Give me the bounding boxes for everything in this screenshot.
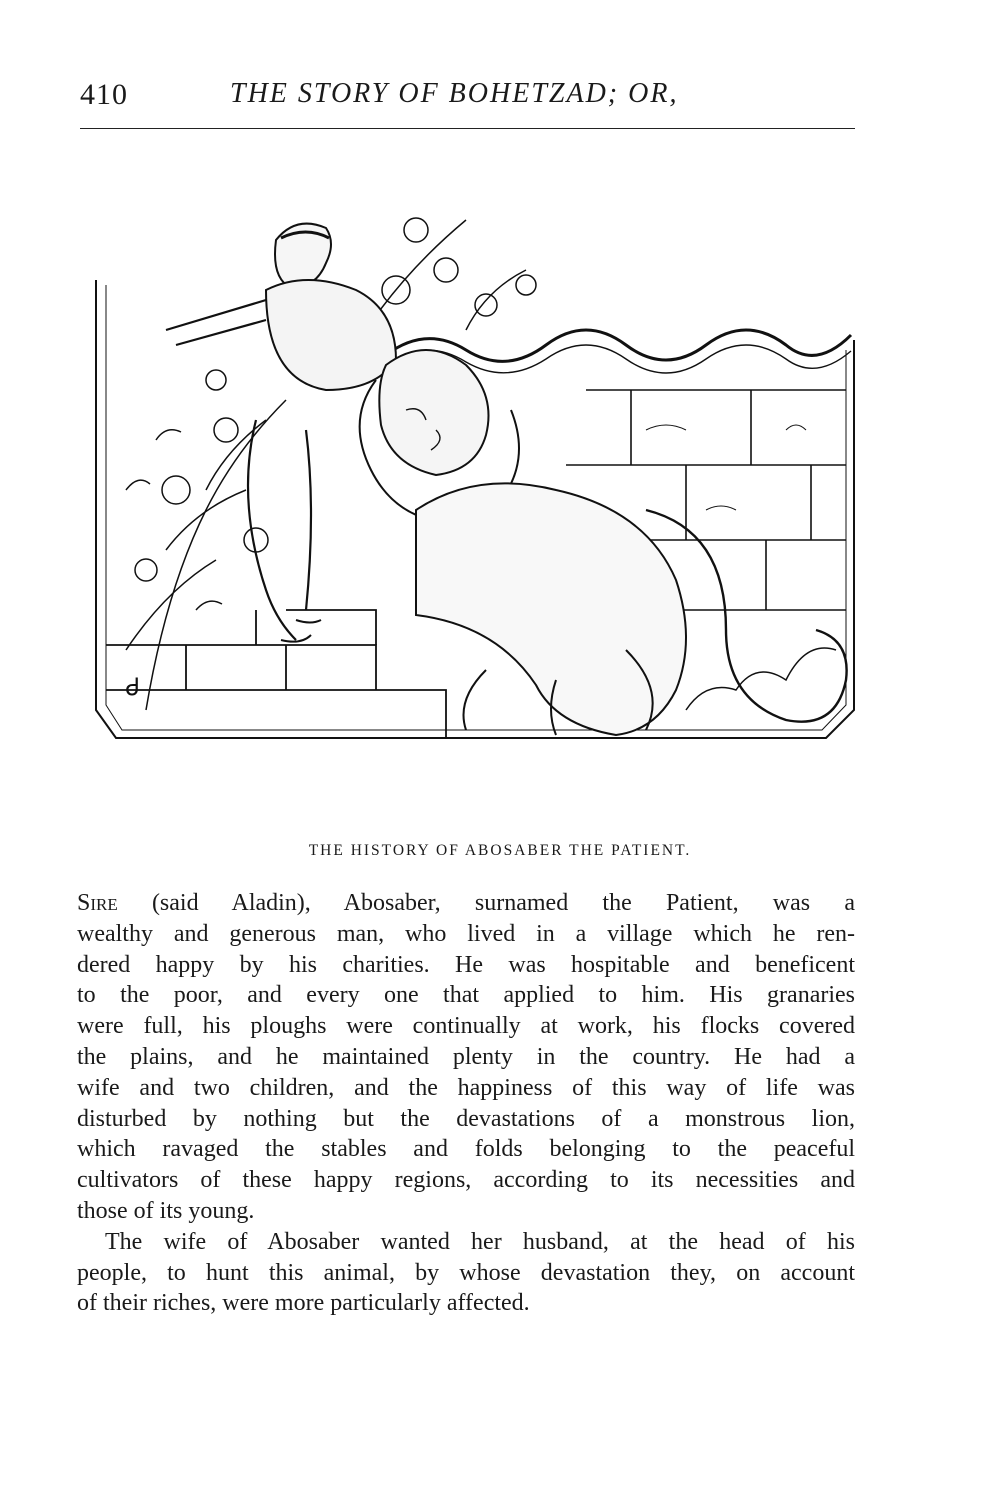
text-line: to the poor, and every one that applied to him. His granaries bbox=[77, 982, 855, 1009]
text-line: disturbed by nothing but the devastations of a monstrous lion, bbox=[77, 1105, 855, 1132]
text-line: The wife of Abosaber wanted her husband, at the head of his bbox=[105, 1228, 855, 1255]
header-rule bbox=[80, 128, 855, 129]
rose-bush-top bbox=[366, 218, 536, 330]
text-line: of their riches, were more particularly affected. bbox=[77, 1290, 530, 1317]
text-line: Sire (said Aladin), Abosaber, surnamed the Patient, was a bbox=[77, 890, 855, 916]
text-line: were full, his ploughs were continually at work, his flocks covered bbox=[77, 1013, 855, 1040]
body-text bbox=[77, 888, 855, 1319]
text-line: people, to hunt this animal, by whose devastation they, on account bbox=[77, 1259, 855, 1286]
text-line: wealthy and generous man, who lived in a village which he ren- bbox=[77, 920, 855, 947]
page-number: 410 bbox=[80, 78, 128, 111]
text-line: cultivators of these happy regions, according to its necessities and bbox=[77, 1167, 855, 1194]
text-line: wife and two children, and the happiness of this way of life was bbox=[77, 1074, 855, 1101]
leaf-flourish bbox=[686, 648, 836, 710]
running-title: THE STORY OF BOHETZAD; OR, bbox=[230, 78, 679, 109]
lion-figure bbox=[360, 350, 847, 735]
illustration-caption: THE HISTORY OF ABOSABER THE PATIENT. bbox=[308, 842, 692, 859]
text-line: dered happy by his charities. He was hospitable and beneficent bbox=[77, 951, 855, 978]
text-line: the plains, and he maintained plenty in the country. He had a bbox=[77, 1043, 855, 1070]
text-line: which ravaged the stables and folds belonging to the peaceful bbox=[77, 1136, 855, 1163]
illustration-man-and-lion bbox=[86, 190, 868, 780]
text-line: those of its young. bbox=[77, 1197, 255, 1224]
man-figure bbox=[166, 224, 396, 642]
artist-monogram: Ꮷ bbox=[126, 673, 140, 701]
drop-lead-word: Sire bbox=[77, 890, 118, 916]
stone-steps bbox=[106, 610, 446, 738]
rose-bush bbox=[126, 370, 286, 710]
running-header bbox=[80, 78, 860, 118]
